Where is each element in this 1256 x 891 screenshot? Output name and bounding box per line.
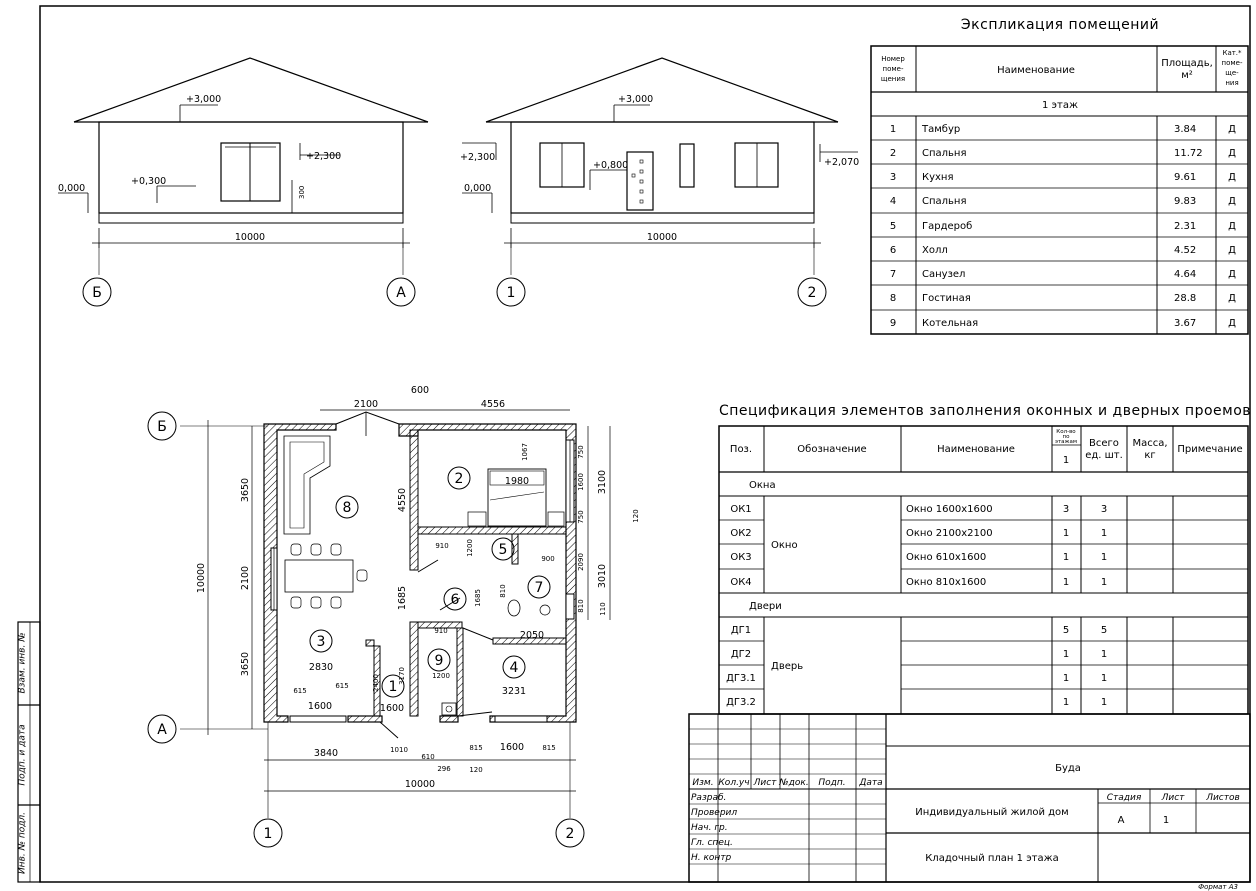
table-row: Д: [1228, 124, 1236, 135]
spec-head-total-1: Всего: [1089, 438, 1119, 449]
elev-right-axis-2: 2: [807, 285, 817, 301]
table-row: 5: [1062, 625, 1070, 636]
room-number: 8: [342, 500, 352, 516]
table-row: 3.84: [1174, 124, 1197, 135]
expl-head-cat-2: поме-: [1221, 59, 1243, 67]
table-row: ДГ3.2: [726, 697, 756, 708]
floor-plan: [148, 410, 610, 847]
tb-stage-label: Стадия: [1106, 793, 1142, 803]
table-row: 1: [1100, 552, 1108, 563]
tb-header: Кол.уч: [718, 778, 750, 788]
table-row: ОК4: [730, 577, 752, 588]
dim-inner: 3170: [398, 667, 406, 685]
plan-axis-b: Б: [157, 419, 167, 435]
dim-left: 3650: [240, 651, 251, 677]
tb-role: Н. контр: [691, 853, 732, 863]
table-row: ОК1: [730, 504, 752, 515]
explication-table: [871, 46, 1248, 334]
elev-right-width-dim: 10000: [646, 232, 678, 243]
table-row: Гостиная: [922, 293, 971, 304]
tb-format: Формат А3: [1198, 883, 1238, 891]
table-row: Окно 1600х1600: [906, 504, 993, 515]
table-row: Окно 610х1600: [906, 552, 987, 563]
dim-bottom: 1600: [499, 742, 525, 753]
table-row: Д: [1228, 148, 1236, 159]
room-number: 9: [434, 653, 444, 669]
tb-role: Проверил: [691, 808, 738, 818]
elevation-right: [462, 58, 858, 306]
dim-inner: 1200: [466, 539, 474, 557]
spec-group-doors: Двери: [749, 601, 782, 612]
expl-head-area-1: Площадь,: [1161, 58, 1213, 69]
dim-right: 3010: [597, 563, 608, 589]
elev-left-level-roof: +3,000: [186, 94, 222, 105]
table-row: Спальня: [922, 148, 967, 159]
elevation-left: [58, 58, 428, 306]
table-row: 1: [1100, 577, 1108, 588]
elev-right-level-door: +0,800: [593, 160, 629, 171]
table-row: 3.67: [1174, 318, 1197, 329]
dim-bottom: 815: [542, 744, 556, 752]
dim-bottom: 3840: [313, 748, 339, 759]
room-number: 3: [316, 634, 326, 650]
tb-sheet-value: 1: [1162, 815, 1170, 826]
tb-sheets-label: Листов: [1206, 793, 1240, 803]
spec-head-qty-2: по: [1062, 434, 1070, 440]
dim-right: 1600: [577, 473, 585, 491]
dim-inner: 1685: [397, 585, 408, 611]
table-row: 11.72: [1174, 148, 1203, 159]
interior-wall: [457, 628, 463, 716]
dim-inner: 2830: [308, 662, 334, 673]
expl-head-area-2: м²: [1181, 70, 1193, 81]
elev-right-level-roof: +3,000: [618, 94, 654, 105]
dim-bottom: 610: [421, 753, 435, 761]
expl-head-num-3: щения: [880, 75, 906, 83]
dim-inner: 2050: [519, 630, 545, 641]
tb-role: Разраб.: [691, 793, 727, 803]
dim-inner: 1200: [432, 672, 450, 680]
spec-head-name: Наименование: [937, 444, 1015, 455]
table-row: 1: [1100, 528, 1108, 539]
dim-top: 2100: [353, 399, 379, 410]
dim-right: 2090: [577, 553, 585, 571]
spec-head-mass-1: Масса,: [1132, 438, 1168, 449]
elev-left-level-window: +2,300: [306, 151, 342, 162]
elev-left-width-dim: 10000: [234, 232, 266, 243]
table-row: 9.61: [1174, 172, 1197, 183]
table-row: 1: [1062, 697, 1070, 708]
dim-inner: 900: [541, 555, 555, 563]
dim-inner: 615: [335, 682, 349, 690]
table-row: 1: [1062, 528, 1070, 539]
table-row: ДГ3.1: [726, 673, 756, 684]
expl-head-num-2: поме-: [882, 65, 904, 73]
bottom-wall-segment: [348, 716, 382, 722]
plan-axis-1: 1: [263, 826, 273, 842]
plan-window: [290, 716, 346, 722]
dim-bottom: 296: [437, 765, 451, 773]
dim-inner: 2400: [372, 674, 380, 692]
dim-inner: 4550: [397, 487, 408, 513]
dim-bottom: 10000: [404, 779, 436, 790]
tb-sheet-label: Лист: [1161, 793, 1185, 803]
tb-stage-value: А: [1117, 815, 1125, 826]
tb-header: Дата: [859, 778, 883, 788]
interior-wall: [410, 622, 418, 716]
table-row: 28.8: [1174, 293, 1197, 304]
specification-header: [730, 429, 1243, 672]
tb-header: Изм.: [692, 778, 714, 788]
table-row: Д: [1228, 221, 1236, 232]
room-number: 6: [450, 592, 460, 608]
table-row: 1: [1062, 673, 1070, 684]
tb-object: Индивидуальный жилой дом: [915, 807, 1069, 818]
table-row: Д: [1228, 172, 1236, 183]
room-number: 4: [509, 660, 519, 676]
spec-head-total-2: ед. шт.: [1085, 450, 1123, 461]
table-row: ДГ2: [730, 649, 752, 660]
dim-inner: 1600: [307, 701, 333, 712]
dim-bottom: 1010: [390, 746, 408, 754]
table-row: Окно 810х1600: [906, 577, 987, 588]
table-row: 8: [889, 293, 897, 304]
elevation-window-3: [735, 143, 778, 187]
toilet: [508, 600, 520, 616]
dim-inner: 1600: [379, 703, 405, 714]
sidebar-label-sign: Подп. и дата: [17, 724, 28, 786]
sidebar-label-inventory: Инв. № подл.: [17, 811, 28, 875]
tb-header: Подп.: [818, 778, 846, 788]
interior-wall: [418, 527, 566, 534]
expl-head-cat-3: ще-: [1225, 69, 1239, 77]
spec-head-note: Примечание: [1177, 444, 1243, 455]
tb-role: Нач. гр.: [691, 823, 728, 833]
dim-bottom: 815: [469, 744, 483, 752]
table-row: ДГ1: [730, 625, 752, 636]
table-row: 3: [889, 172, 897, 183]
dim-top: 4556: [480, 399, 506, 410]
table-row: Спальня: [922, 196, 967, 207]
elev-left-level-floor: +0,300: [131, 176, 167, 187]
elev-left-axis-a: А: [396, 285, 406, 301]
table-row: 5: [889, 221, 897, 232]
tb-header: Лист: [753, 778, 777, 788]
explication-title: Экспликация помещений: [960, 17, 1160, 33]
spec-head-designation: Обозначение: [797, 444, 867, 455]
elev-right-level-window: +2,300: [460, 152, 496, 163]
table-row: 1: [1062, 552, 1070, 563]
bottom-wall-segment: [440, 716, 458, 722]
table-row: Холл: [922, 245, 948, 256]
tb-role: Гл. спец.: [691, 838, 733, 848]
dim-inner: 1067: [521, 443, 529, 461]
elev-left-plinth-dim: 300: [298, 185, 306, 199]
table-row: Д: [1228, 269, 1236, 280]
dim-right: 750: [577, 445, 585, 459]
spec-head-pos: Поз.: [729, 444, 753, 455]
interior-wall: [512, 534, 518, 564]
sofa: [284, 436, 330, 534]
table-row: Д: [1228, 196, 1236, 207]
table-row: ОК3: [730, 552, 752, 563]
table-row: 3: [1062, 504, 1070, 515]
room-number: 7: [534, 580, 544, 596]
table-row: 9: [889, 318, 897, 329]
title-block-text: [691, 763, 1240, 891]
table-row: Окно 2100х2100: [906, 528, 993, 539]
spec-head-mass-2: кг: [1144, 450, 1156, 461]
table-row: Кухня: [922, 172, 954, 183]
table-row: 3: [1100, 504, 1108, 515]
table-row: 6: [889, 245, 897, 256]
table-row: Котельная: [922, 318, 979, 329]
plan-room-labels: [310, 467, 550, 697]
spec-windows-designation: Окно: [771, 540, 798, 551]
room-number: 5: [498, 542, 508, 558]
plan-axis-a: А: [157, 722, 167, 738]
spec-head-qty-3: этажам: [1054, 439, 1078, 445]
plan-window: [566, 594, 574, 619]
specification-rows: [726, 504, 1107, 708]
dim-inner: 1685: [474, 589, 482, 607]
table-row: 4: [889, 196, 897, 207]
table-row: Д: [1228, 318, 1236, 329]
dining-table: [285, 560, 353, 592]
dim-right: 120: [632, 509, 640, 523]
dim-right: 750: [577, 510, 585, 524]
expl-head-cat-1: Кат.*: [1222, 49, 1242, 57]
sidebar: [18, 622, 41, 882]
table-row: 2: [889, 148, 897, 159]
plan-axis-2: 2: [565, 826, 575, 842]
table-row: 5: [1100, 625, 1108, 636]
expl-head-cat-4: ния: [1225, 79, 1239, 87]
dim-right: 810: [577, 599, 585, 613]
elev-left-level-ground: 0,000: [58, 183, 86, 194]
table-row: 1: [1100, 673, 1108, 684]
dim-inner: 3231: [501, 686, 527, 697]
explication-header: [881, 49, 1243, 111]
table-row: Санузел: [922, 269, 966, 280]
table-row: 4.64: [1174, 269, 1197, 280]
spec-group-windows: Окна: [749, 480, 776, 491]
dim-inner: 615: [293, 687, 307, 695]
dim-bottom: 120: [469, 766, 483, 774]
table-row: 9.83: [1174, 196, 1197, 207]
specification-title: Спецификация элементов заполнения оконных и дверных проемов: [718, 403, 1252, 419]
elev-right-level-side: +2,070: [824, 157, 860, 168]
dim-left: 2100: [240, 565, 251, 591]
sidebar-label-replace: Взам. инв. №: [17, 632, 28, 694]
room-number: 2: [454, 471, 464, 487]
boiler: [442, 703, 456, 715]
interior-wall: [366, 640, 374, 646]
tb-header: №док.: [779, 778, 809, 788]
table-row: 4.52: [1174, 245, 1197, 256]
expl-head-num-1: Номер: [881, 55, 905, 63]
dim-left: 10000: [196, 562, 207, 594]
plan-window: [495, 716, 547, 722]
table-row: 2.31: [1174, 221, 1197, 232]
dim-left: 3650: [240, 477, 251, 503]
sink: [540, 605, 550, 615]
elevation-window-2: [680, 144, 694, 187]
dim-inner: 910: [434, 627, 448, 635]
table-row: 7: [889, 269, 897, 280]
explication-rows: [890, 124, 1236, 329]
dim-inner: 910: [435, 542, 449, 550]
dim-right: 3100: [597, 469, 608, 495]
dim-top: 600: [410, 385, 430, 396]
expl-floor-label: 1 этаж: [1042, 100, 1078, 111]
table-row: Тамбур: [922, 124, 961, 135]
table-row: 1: [889, 124, 897, 135]
tb-sheet-title: Кладочный план 1 этажа: [925, 853, 1059, 864]
elev-right-axis-1: 1: [506, 285, 516, 301]
dim-inner: 810: [499, 584, 507, 598]
spec-head-qty-1: Кол-во: [1056, 429, 1076, 435]
table-row: 1: [1100, 649, 1108, 660]
dim-right: 110: [599, 602, 607, 616]
table-row: 1: [1100, 697, 1108, 708]
spec-doors-designation: Дверь: [771, 661, 804, 672]
table-row: ОК2: [730, 528, 752, 539]
table-row: Гардероб: [922, 221, 973, 232]
interior-wall: [410, 430, 418, 570]
elev-right-level-ground: 0,000: [464, 183, 492, 194]
room-number: 1: [388, 679, 398, 695]
table-row: Д: [1228, 293, 1236, 304]
table-row: Д: [1228, 245, 1236, 256]
spec-head-qty-floor: 1: [1062, 455, 1070, 466]
elev-left-axis-b: Б: [92, 285, 102, 301]
tb-project: Буда: [1055, 763, 1081, 774]
expl-head-name: Наименование: [997, 65, 1075, 76]
table-row: 1: [1062, 577, 1070, 588]
dim-inner: 1980: [504, 476, 530, 487]
table-row: 1: [1062, 649, 1070, 660]
